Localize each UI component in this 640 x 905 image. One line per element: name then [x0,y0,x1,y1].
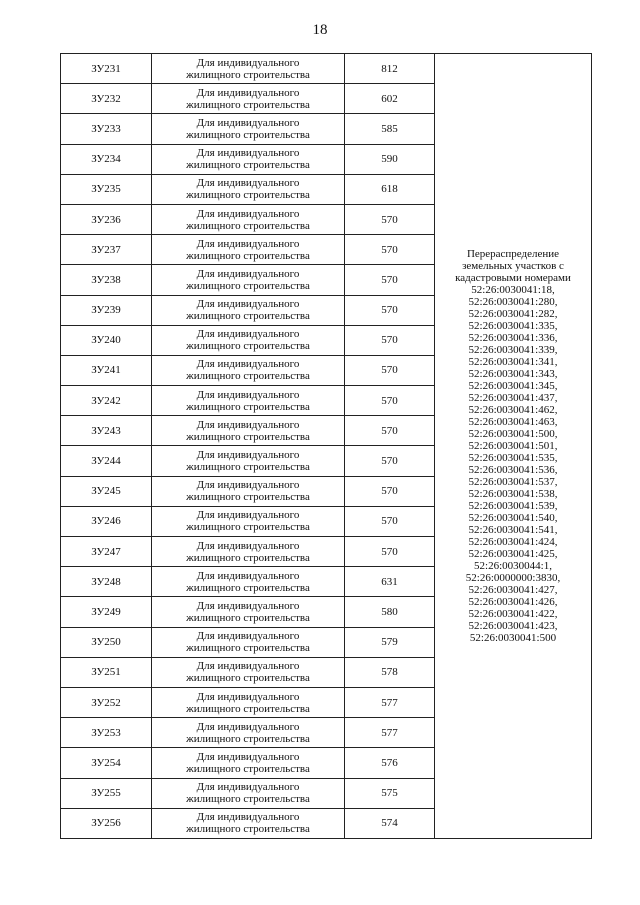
page-number: 18 [312,22,328,38]
permitted-use-line: жилищного строительства [186,762,310,775]
cadastral-note-line: Перераспределение [466,247,560,260]
plot-id-cell: ЗУ255 [61,778,152,808]
plot-id-cell: ЗУ246 [61,506,152,536]
permitted-use-cell [152,84,345,114]
plot-id-cell: ЗУ234 [61,144,152,174]
cadastral-note-line: 52:26:0030041:426, [468,595,558,608]
permitted-use-cell [152,114,345,144]
area-cell: 570 [345,355,435,385]
area-cell: 575 [345,778,435,808]
cadastral-note-line: 52:26:0030041:536, [468,463,558,476]
area-cell: 570 [345,265,435,295]
permitted-use-cell [152,627,345,657]
area-cell: 602 [345,84,435,114]
permitted-use-line: жилищного строительства [186,642,310,655]
permitted-use-cell [152,144,345,174]
permitted-use-line: жилищного строительства [186,189,310,202]
plot-id-cell: ЗУ235 [61,174,152,204]
permitted-use-cell [152,778,345,808]
permitted-use-cell [152,355,345,385]
cadastral-note-line: 52:26:0030041:345, [468,379,558,392]
cadastral-note-line: 52:26:0030041:541, [468,523,558,536]
permitted-use-line: Для индивидуального [196,418,300,431]
formation-method-cell [435,54,592,839]
cadastral-note-line: 52:26:0030041:535, [468,451,558,464]
plot-id-cell: ЗУ242 [61,386,152,416]
cadastral-note-line: 52:26:0030041:463, [468,415,558,428]
permitted-use-line: Для индивидуального [196,811,300,824]
permitted-use-line: жилищного строительства [186,128,310,141]
permitted-use-line: Для индивидуального [196,298,300,311]
cadastral-note-line: 52:26:0030041:540, [468,511,558,524]
permitted-use-cell [152,446,345,476]
plot-id-cell: ЗУ253 [61,718,152,748]
permitted-use-line: Для индивидуального [196,569,300,582]
area-cell: 812 [345,54,435,84]
cadastral-note-line: 52:26:0030041:537, [468,475,558,488]
permitted-use-line: Для индивидуального [196,237,300,250]
permitted-use-line: жилищного строительства [186,68,310,81]
plot-id-cell: ЗУ233 [61,114,152,144]
permitted-use-line: Для индивидуального [196,328,300,341]
permitted-use-cell [152,235,345,265]
permitted-use-line: жилищного строительства [186,672,310,685]
permitted-use-line: жилищного строительства [186,491,310,504]
area-cell: 570 [345,476,435,506]
cadastral-note-line: земельных участков с [462,259,564,272]
cadastral-note-line: 52:26:0030044:1, [474,559,552,572]
cadastral-note-line: 52:26:0030041:462, [468,403,558,416]
permitted-use-line: жилищного строительства [186,400,310,413]
area-cell: 570 [345,386,435,416]
land-plots-table-body [61,54,592,839]
permitted-use-line: Для индивидуального [196,720,300,733]
permitted-use-line: Для индивидуального [196,177,300,190]
cadastral-note-line: 52:26:0030041:500, [468,427,558,440]
plot-id-cell: ЗУ248 [61,567,152,597]
cadastral-note-line: 52:26:0030041:341, [468,355,558,368]
permitted-use-line: жилищного строительства [186,159,310,172]
permitted-use-cell [152,537,345,567]
cadastral-note-line: 52:26:0030041:280, [468,295,558,308]
table-row [61,54,592,84]
permitted-use-line: жилищного строительства [186,249,310,262]
plot-id-cell: ЗУ236 [61,204,152,234]
permitted-use-cell [152,295,345,325]
area-cell: 570 [345,235,435,265]
plot-id-cell: ЗУ252 [61,687,152,717]
permitted-use-line: Для индивидуального [196,207,300,220]
permitted-use-line: жилищного строительства [186,98,310,111]
permitted-use-cell [152,808,345,838]
permitted-use-line: Для индивидуального [196,781,300,794]
plot-id-cell: ЗУ240 [61,325,152,355]
cadastral-note-line: 52:26:0030041:539, [468,499,558,512]
cadastral-note-line: 52:26:0030041:422, [468,607,558,620]
permitted-use-cell [152,386,345,416]
permitted-use-line: жилищного строительства [186,581,310,594]
permitted-use-line: жилищного строительства [186,430,310,443]
permitted-use-line: жилищного строительства [186,793,310,806]
cadastral-note-line: 52:26:0030041:501, [468,439,558,452]
plot-id-cell: ЗУ256 [61,808,152,838]
cadastral-note-line: 52:26:0030041:343, [468,367,558,380]
permitted-use-line: жилищного строительства [186,461,310,474]
permitted-use-line: Для индивидуального [196,750,300,763]
permitted-use-line: жилищного строительства [186,340,310,353]
area-cell: 570 [345,204,435,234]
plot-id-cell: ЗУ232 [61,84,152,114]
area-cell: 577 [345,718,435,748]
permitted-use-cell [152,567,345,597]
area-cell: 579 [345,627,435,657]
plot-id-cell: ЗУ254 [61,748,152,778]
area-cell: 570 [345,506,435,536]
permitted-use-line: Для индивидуального [196,449,300,462]
area-cell: 570 [345,416,435,446]
area-cell: 590 [345,144,435,174]
area-cell: 577 [345,687,435,717]
permitted-use-line: Для индивидуального [196,147,300,160]
permitted-use-line: Для индивидуального [196,56,300,69]
area-cell: 570 [345,295,435,325]
area-cell: 580 [345,597,435,627]
permitted-use-line: жилищного строительства [186,702,310,715]
cadastral-note-line: 52:26:0030041:425, [468,547,558,560]
plot-id-cell: ЗУ245 [61,476,152,506]
permitted-use-cell [152,174,345,204]
area-cell: 585 [345,114,435,144]
permitted-use-line: Для индивидуального [196,86,300,99]
permitted-use-line: Для индивидуального [196,358,300,371]
area-cell: 618 [345,174,435,204]
cadastral-note-line: 52:26:0030041:538, [468,487,558,500]
area-cell: 576 [345,748,435,778]
permitted-use-cell [152,748,345,778]
plot-id-cell: ЗУ239 [61,295,152,325]
permitted-use-cell [152,718,345,748]
area-cell: 570 [345,446,435,476]
permitted-use-line: жилищного строительства [186,611,310,624]
area-cell: 570 [345,537,435,567]
permitted-use-cell [152,476,345,506]
permitted-use-line: Для индивидуального [196,599,300,612]
cadastral-note-line: кадастровыми номерами [455,271,571,284]
plot-id-cell: ЗУ249 [61,597,152,627]
plot-id-cell: ЗУ250 [61,627,152,657]
permitted-use-cell [152,325,345,355]
permitted-use-line: Для индивидуального [196,690,300,703]
plot-id-cell: ЗУ247 [61,537,152,567]
permitted-use-cell [152,265,345,295]
permitted-use-line: Для индивидуального [196,116,300,129]
permitted-use-line: Для индивидуального [196,388,300,401]
plot-id-cell: ЗУ231 [61,54,152,84]
plot-id-cell: ЗУ241 [61,355,152,385]
permitted-use-cell [152,416,345,446]
cadastral-note-line: 52:26:0030041:427, [468,583,558,596]
permitted-use-line: жилищного строительства [186,823,310,836]
permitted-use-cell [152,506,345,536]
permitted-use-cell [152,597,345,627]
permitted-use-line: Для индивидуального [196,267,300,280]
permitted-use-line: жилищного строительства [186,551,310,564]
plot-id-cell: ЗУ243 [61,416,152,446]
cadastral-note-line: 52:26:0030041:437, [468,391,558,404]
area-cell: 578 [345,657,435,687]
plot-id-cell: ЗУ244 [61,446,152,476]
area-cell: 570 [345,325,435,355]
cadastral-note-line: 52:26:0000000:3830, [465,571,561,584]
permitted-use-line: Для индивидуального [196,539,300,552]
permitted-use-cell [152,657,345,687]
cadastral-note-line: 52:26:0030041:282, [468,307,558,320]
permitted-use-cell [152,687,345,717]
cadastral-note-line: 52:26:0030041:336, [468,331,558,344]
cadastral-note-line: 52:26:0030041:500 [469,631,557,644]
permitted-use-line: Для индивидуального [196,479,300,492]
land-plots-table [60,53,592,839]
permitted-use-line: жилищного строительства [186,732,310,745]
cadastral-note-line: 52:26:0030041:339, [468,343,558,356]
permitted-use-line: Для индивидуального [196,630,300,643]
cadastral-note-line: 52:26:0030041:18, [471,283,555,296]
plot-id-cell: ЗУ237 [61,235,152,265]
permitted-use-line: Для индивидуального [196,509,300,522]
permitted-use-line: жилищного строительства [186,310,310,323]
permitted-use-line: Для индивидуального [196,660,300,673]
cadastral-note-line: 52:26:0030041:335, [468,319,558,332]
permitted-use-line: жилищного строительства [186,279,310,292]
cadastral-note-line: 52:26:0030041:423, [468,619,558,632]
plot-id-cell: ЗУ238 [61,265,152,295]
cadastral-note-line: 52:26:0030041:424, [468,535,558,548]
permitted-use-line: жилищного строительства [186,219,310,232]
permitted-use-cell [152,204,345,234]
permitted-use-line: жилищного строительства [186,370,310,383]
area-cell: 574 [345,808,435,838]
permitted-use-line: жилищного строительства [186,521,310,534]
plot-id-cell: ЗУ251 [61,657,152,687]
area-cell: 631 [345,567,435,597]
permitted-use-cell [152,54,345,84]
